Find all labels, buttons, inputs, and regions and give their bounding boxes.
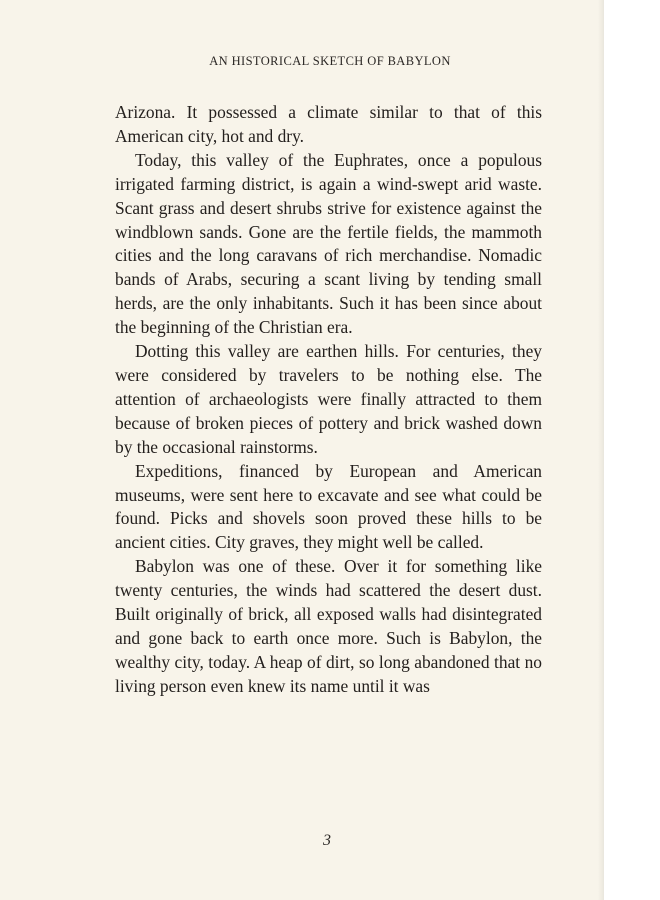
paragraph: Expeditions, financed by European and American museums, were sent here to excavate and see what could be found. Picks and shovels soon proved these hills to be ancient cities. City graves, they might well be called. [115, 460, 542, 553]
right-margin [604, 0, 660, 900]
paragraph: Arizona. It possessed a climate similar to that of this American city, hot and dry. [115, 102, 542, 146]
body-text [115, 101, 542, 699]
page-number: 3 [323, 832, 331, 849]
running-head: AN HISTORICAL SKETCH OF BABYLON [209, 54, 451, 68]
paragraph: Today, this valley of the Euphrates, once a populous irrigated farming district, is again a wind-swept arid waste. Scant grass and desert shrubs strive for existence against the windblown sands. Gone are the fertile fields, the mammoth cities and the long caravans of rich merchandise. Nomadic bands of Arabs, securing a scant living by tending small herds, are the only inhabitants. Such it has been since about the beginning of the Christian era. [115, 149, 542, 338]
paragraph: Dotting this valley are earthen hills. For centuries, they were considered by travelers to be nothing else. The attention of archaeologists were finally attracted to them because of broken pieces of pottery and brick washed down by the occasional rainstorms. [115, 341, 542, 457]
paragraph: Babylon was one of these. Over it for something like twenty centuries, the winds had scattered the desert dust. Built originally of brick, all exposed walls had disintegrated and gone back to earth once more. Such is Babylon, the wealthy city, today. A heap of dirt, so long abandoned that no living person even knew its name until it was [115, 556, 542, 696]
